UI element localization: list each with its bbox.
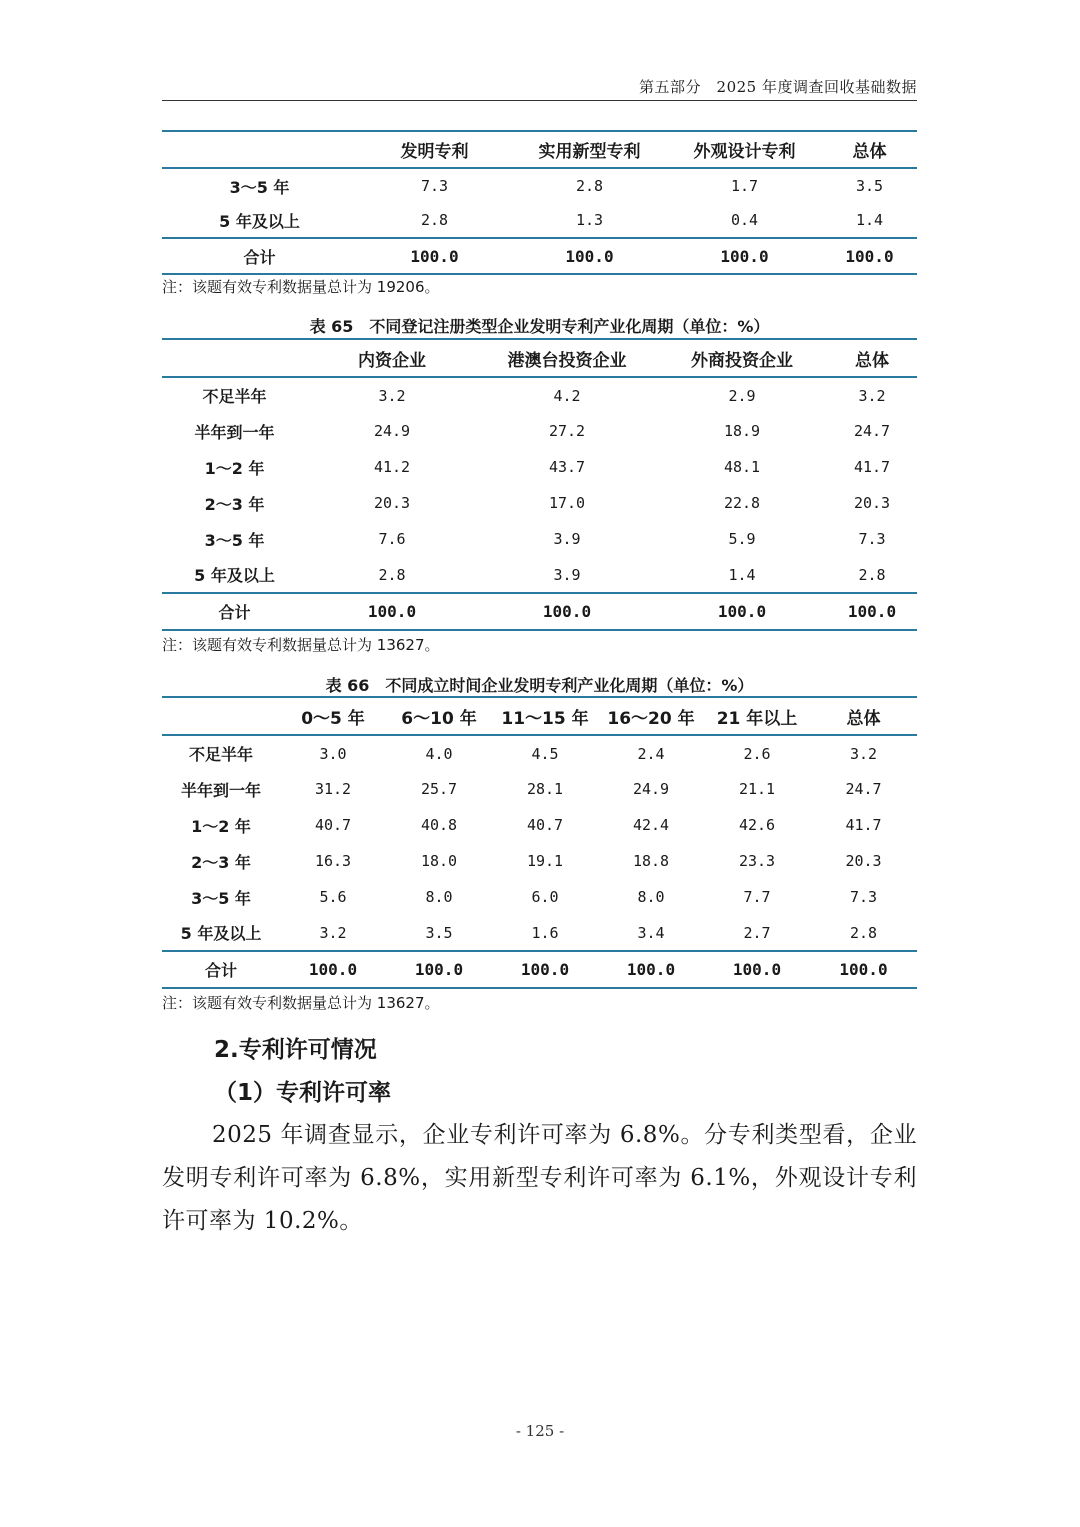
row-label: 5 年及以上 <box>194 566 275 585</box>
column-header: 0～5 年 <box>280 697 386 735</box>
table-note: 注：该题有效专利数据量总计为 13627。 <box>162 994 440 1012</box>
table-64-continued <box>162 130 917 275</box>
cell: 4.2 <box>553 386 581 405</box>
cell: 42.6 <box>738 816 776 834</box>
header-rule <box>162 100 917 101</box>
table-note: 注：该题有效专利数据量总计为 19206。 <box>162 278 440 296</box>
cell: 4.0 <box>425 744 453 763</box>
cell: 6.0 <box>531 888 559 906</box>
cell: 2.8 <box>420 211 449 229</box>
column-header <box>162 339 307 377</box>
cell: 100.0 <box>280 951 386 988</box>
table-row <box>162 771 917 807</box>
column-header: 16～20 年 <box>598 697 704 735</box>
table-row <box>162 843 917 879</box>
cell: 2.8 <box>849 923 878 942</box>
cell: 100.0 <box>704 951 810 988</box>
column-header: 港澳台投资企业 <box>477 339 657 377</box>
row-label: 5 年及以上 <box>219 211 300 231</box>
cell: 24.7 <box>845 780 882 798</box>
cell: 40.7 <box>526 816 564 834</box>
cell: 3.0 <box>319 744 347 763</box>
cell: 7.7 <box>743 888 771 906</box>
cell: 100.0 <box>810 951 917 988</box>
cell: 100.0 <box>657 593 827 630</box>
column-header: 发明专利 <box>357 131 512 168</box>
cell: 18.0 <box>420 852 458 870</box>
table-total-row <box>162 238 917 274</box>
cell: 100.0 <box>477 593 657 630</box>
table-caption: 表 66 不同成立时间企业发明专利产业化周期（单位：%） <box>325 676 754 695</box>
column-header: 内资企业 <box>307 339 477 377</box>
cell: 40.8 <box>420 816 458 834</box>
column-header <box>162 697 280 735</box>
cell: 100.0 <box>307 593 477 630</box>
cell: 2.9 <box>728 386 756 405</box>
cell: 3.2 <box>319 923 347 942</box>
table-row <box>162 485 917 521</box>
column-header: 实用新型专利 <box>512 131 667 168</box>
section-heading: 2.专利许可情况 <box>214 1037 377 1063</box>
table-row <box>162 413 917 449</box>
cell: 2.6 <box>743 744 771 763</box>
cell: 3.9 <box>553 530 581 548</box>
table-total-row <box>162 593 917 630</box>
cell: 7.6 <box>378 530 406 548</box>
cell: 22.8 <box>723 494 761 512</box>
table-row <box>162 879 917 915</box>
subsection-heading: （1）专利许可率 <box>214 1080 392 1106</box>
cell: 25.7 <box>420 780 458 798</box>
table-row <box>162 557 917 593</box>
cell: 1.6 <box>531 923 559 942</box>
cell: 23.3 <box>738 852 776 870</box>
cell: 1.4 <box>855 211 884 229</box>
cell: 2.8 <box>378 565 406 584</box>
table-row <box>162 449 917 485</box>
cell: 7.3 <box>858 530 886 548</box>
row-label: 2～3 年 <box>204 494 265 514</box>
cell: 40.7 <box>314 816 352 834</box>
cell: 3.2 <box>849 744 878 763</box>
table-65 <box>162 338 917 631</box>
cell: 3.5 <box>855 177 884 195</box>
column-header: 总体 <box>822 131 917 168</box>
table-row <box>162 807 917 843</box>
cell: 2.4 <box>637 744 665 763</box>
row-label: 合计 <box>162 951 280 988</box>
table-header-row <box>162 339 917 377</box>
cell: 42.4 <box>632 816 670 834</box>
row-label: 合计 <box>162 238 357 274</box>
column-header: 11～15 年 <box>492 697 598 735</box>
cell: 100.0 <box>512 238 667 274</box>
cell: 28.1 <box>526 780 564 798</box>
table-row <box>162 735 917 771</box>
cell: 1.3 <box>575 211 604 229</box>
cell: 3.2 <box>378 386 406 405</box>
cell: 100.0 <box>667 238 822 274</box>
cell: 18.9 <box>723 422 761 440</box>
table-note: 注：该题有效专利数据量总计为 13627。 <box>162 636 440 654</box>
cell: 100.0 <box>822 238 917 274</box>
cell: 7.3 <box>849 888 878 906</box>
column-header: 总体 <box>827 339 917 377</box>
cell: 100.0 <box>598 951 704 988</box>
cell: 0.4 <box>730 211 759 229</box>
cell: 19.1 <box>526 852 564 870</box>
row-label: 半年到一年 <box>194 422 275 442</box>
cell: 100.0 <box>386 951 492 988</box>
cell: 18.8 <box>632 852 670 870</box>
cell: 21.1 <box>738 780 776 798</box>
table-row <box>162 377 917 413</box>
row-label: 3～5 年 <box>229 177 290 197</box>
column-header: 21 年以上 <box>704 697 810 735</box>
cell: 4.5 <box>531 744 559 763</box>
cell: 7.3 <box>420 177 449 195</box>
cell: 41.7 <box>845 816 882 834</box>
body-paragraph: 2025 年调查显示，企业专利许可率为 6.8%。分专利类型看，企业发明专利许可率为 6.8%，实用新型专利许可率为 6.1%，外观设计专利许可率为 10.2%。 <box>162 1122 917 1234</box>
cell: 1.7 <box>730 177 759 195</box>
cell: 41.7 <box>853 458 891 476</box>
cell: 43.7 <box>548 458 586 476</box>
cell: 100.0 <box>492 951 598 988</box>
row-label: 1～2 年 <box>191 816 251 836</box>
cell: 20.3 <box>845 852 882 870</box>
cell: 31.2 <box>314 780 352 798</box>
cell: 2.7 <box>743 923 771 942</box>
column-header: 总体 <box>810 697 917 735</box>
page-number: - 125 - <box>515 1422 565 1440</box>
cell: 1.4 <box>728 565 756 584</box>
cell: 41.2 <box>373 458 411 476</box>
table-row <box>162 203 917 238</box>
cell: 3.4 <box>637 923 665 942</box>
cell: 17.0 <box>548 494 586 512</box>
row-label: 5 年及以上 <box>180 924 262 943</box>
cell: 16.3 <box>314 852 352 870</box>
table-66 <box>162 696 917 989</box>
row-label: 3～5 年 <box>204 530 265 550</box>
table-row <box>162 521 917 557</box>
cell: 24.7 <box>853 422 891 440</box>
table-total-row <box>162 951 917 988</box>
table-row <box>162 915 917 951</box>
column-header <box>162 131 357 168</box>
table-row <box>162 168 917 203</box>
cell: 3.9 <box>553 565 581 584</box>
cell: 8.0 <box>425 888 453 906</box>
row-label: 合计 <box>162 593 307 630</box>
row-label: 2～3 年 <box>191 852 251 872</box>
cell: 20.3 <box>853 494 891 512</box>
cell: 100.0 <box>827 593 917 630</box>
cell: 3.5 <box>425 923 453 942</box>
table-header-row <box>162 131 917 168</box>
cell: 2.8 <box>575 177 604 195</box>
cell: 2.8 <box>858 565 886 584</box>
cell: 3.2 <box>858 386 886 405</box>
row-label: 不足半年 <box>188 745 253 764</box>
row-label: 半年到一年 <box>180 780 261 800</box>
column-header: 外商投资企业 <box>657 339 827 377</box>
cell: 48.1 <box>723 458 761 476</box>
running-header: 第五部分 2025 年度调查回收基础数据 <box>639 78 917 96</box>
cell: 8.0 <box>637 888 665 906</box>
row-label: 不足半年 <box>202 387 267 406</box>
column-header: 6～10 年 <box>386 697 492 735</box>
cell: 24.9 <box>373 422 411 440</box>
cell: 24.9 <box>632 780 670 798</box>
cell: 5.9 <box>728 530 756 548</box>
cell: 5.6 <box>319 888 347 906</box>
cell: 27.2 <box>548 422 586 440</box>
column-header: 外观设计专利 <box>667 131 822 168</box>
table-header-row <box>162 697 917 735</box>
cell: 100.0 <box>357 238 512 274</box>
row-label: 1～2 年 <box>204 458 265 478</box>
cell: 20.3 <box>373 494 411 512</box>
table-caption: 表 65 不同登记注册类型企业发明专利产业化周期（单位：%） <box>309 317 770 336</box>
row-label: 3～5 年 <box>191 888 251 908</box>
